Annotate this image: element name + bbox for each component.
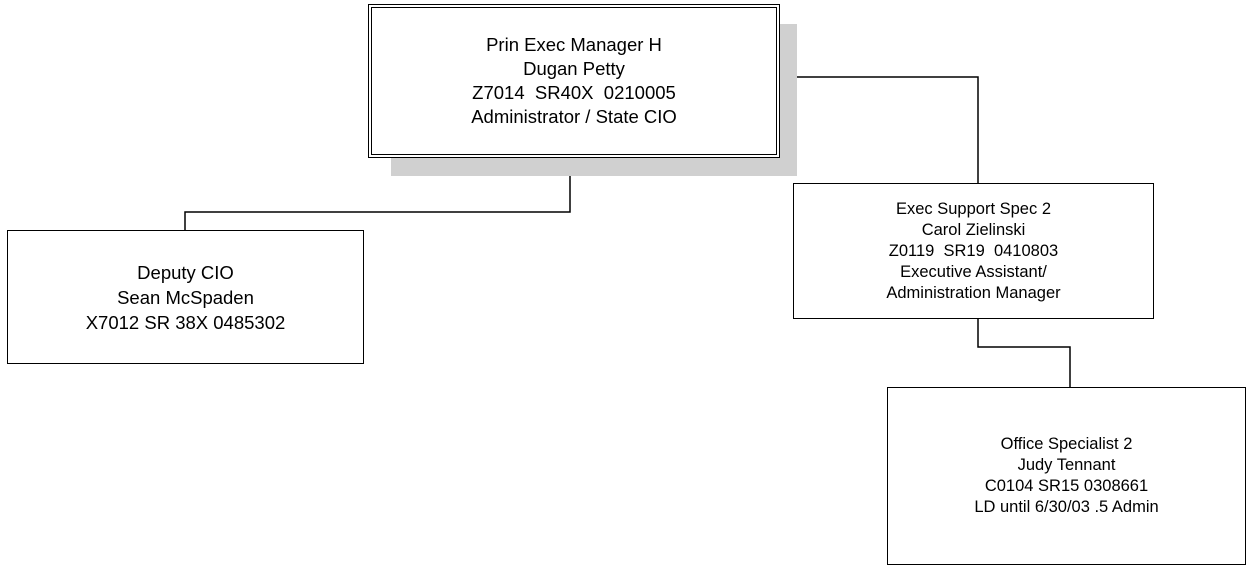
node-title: Prin Exec Manager H <box>486 34 662 55</box>
node-exec-support-spec <box>793 183 1154 319</box>
node-codes: Z7014 SR40X 0210005 <box>472 82 676 103</box>
node-role: Administrator / State CIO <box>471 106 677 127</box>
node-role: Administration Manager <box>886 283 1061 302</box>
node-codes: Z0119 SR19 0410803 <box>888 241 1059 260</box>
node-title: Office Specialist 2 <box>1000 435 1133 453</box>
node-name: Judy Tennant <box>1017 456 1116 474</box>
connector-top-to-exec-support <box>780 77 978 183</box>
node-name: Sean McSpaden <box>117 286 254 308</box>
node-title: Deputy CIO <box>137 261 234 283</box>
node-title: Exec Support Spec 2 <box>895 199 1051 218</box>
node-codes: X7012 SR 38X 0485302 <box>85 311 286 333</box>
node-codes: C0104 SR15 0308661 <box>984 477 1149 495</box>
node-name: Dugan Petty <box>523 58 625 79</box>
connector-exec-support-to-office-specialist <box>978 319 1070 387</box>
node-prin-exec-manager <box>368 4 780 158</box>
node-name: Carol Zielinski <box>921 220 1026 239</box>
node-office-specialist <box>887 387 1246 565</box>
node-deputy-cio <box>7 230 364 364</box>
node-role: Executive Assistant/ <box>900 262 1047 281</box>
node-note: LD until 6/30/03 .5 Admin <box>974 498 1159 516</box>
